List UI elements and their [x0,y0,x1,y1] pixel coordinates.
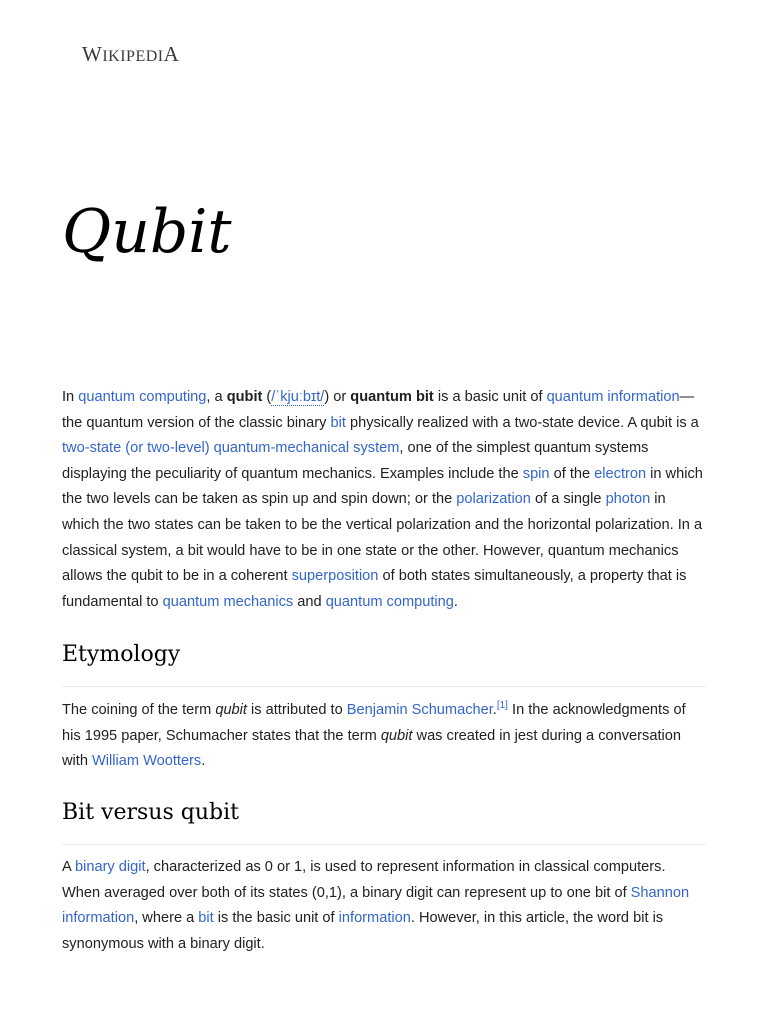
wikipedia-logo[interactable] [82,42,179,67]
text: . [453,593,458,610]
text: In the acknowledgments of his 1995 paper, Schumacher states that the term [62,702,686,744]
etymology-paragraph [62,698,706,775]
section-heading-etymology[interactable]: Etymology [62,642,181,667]
link-quantum-information[interactable]: quantum information [546,389,680,405]
link-spin[interactable]: spin [522,465,550,482]
intro-paragraph [62,385,706,615]
link-superposition[interactable]: superposition [291,568,379,585]
wordmark-first-letter: W [82,42,103,66]
wordmark-last-letter: A [163,42,180,66]
text: . [201,753,206,770]
bold-quantum-bit: quantum bit [350,389,434,405]
link-quantum-mechanics[interactable]: quantum mechanics [162,593,294,610]
text: . However, in this article, the word bit is synonymous with a binary digit. [62,910,664,952]
text: A [62,859,75,875]
link-electron[interactable]: electron [594,465,647,482]
italic-qubit-2: qubit [380,727,413,744]
section-divider [62,844,706,845]
text: physically realized with a two-state device. A qubit is a [345,414,699,431]
section-heading-bit-versus-qubit[interactable]: Bit versus qubit [62,800,239,825]
text: is a basic unit of [433,389,547,405]
link-two-state-system[interactable]: two-state (or two-level) quantum-mechanical system [62,440,400,457]
text: In [62,389,79,405]
italic-qubit: qubit [215,702,247,718]
text: in which the two states can be taken to be the vertical polarization and the horizontal polarization. In a classical system, a bit would have to be in one state or the other. However, quantum mechanics allows the qubit to be in a coherent [62,491,703,585]
text: , characterized as 0 or 1, is used to represent information in classical computers. When averaged over both of its states (0,1), a binary digit can represent up to one bit of [62,859,666,901]
text: . [492,702,497,718]
citation-1[interactable]: [1] [496,700,508,712]
text: is attributed to [246,702,347,718]
page-title: Qubit [62,197,232,267]
link-bit[interactable]: bit [330,414,346,431]
text: of both states simultaneously, a property that is fundamental to [62,568,687,610]
text: , a [206,389,227,405]
text: in which the two levels can be taken as spin up and spin down; or the [62,465,703,508]
text: The coining of the term [62,702,216,718]
link-photon[interactable]: photon [605,491,651,508]
link-bit-2[interactable]: bit [198,910,214,927]
link-quantum-computing-2[interactable]: quantum computing [325,593,454,610]
text: was created in jest during a conversation with [62,727,681,770]
link-ipa-pronunciation[interactable]: /ˈkjuːbɪt/ [271,389,325,405]
link-william-wootters[interactable]: William Wootters [92,753,202,770]
link-benjamin-schumacher[interactable]: Benjamin Schumacher [346,702,493,718]
text: ( [262,389,272,405]
section-divider [62,686,706,687]
bold-qubit: qubit [226,389,263,405]
text: is the basic unit of [213,910,339,927]
text: , where a [134,910,199,927]
link-information[interactable]: information [338,910,411,927]
wordmark-middle: IKIPEDI [102,48,164,65]
link-shannon-information[interactable]: Shannon information [62,884,690,927]
text: of a single [530,491,606,508]
link-polarization[interactable]: polarization [456,491,531,508]
text: —the quantum version of the classic binary [62,389,695,431]
link-quantum-computing[interactable]: quantum computing [78,389,207,405]
link-binary-digit[interactable]: binary digit [74,859,146,875]
text: of the [549,465,595,482]
text: and [293,593,326,610]
text: , one of the simplest quantum systems displaying the peculiarity of quantum mechanics. Examples include the [62,440,649,482]
text: ) or [324,389,351,405]
bit-versus-qubit-paragraph [62,855,706,957]
